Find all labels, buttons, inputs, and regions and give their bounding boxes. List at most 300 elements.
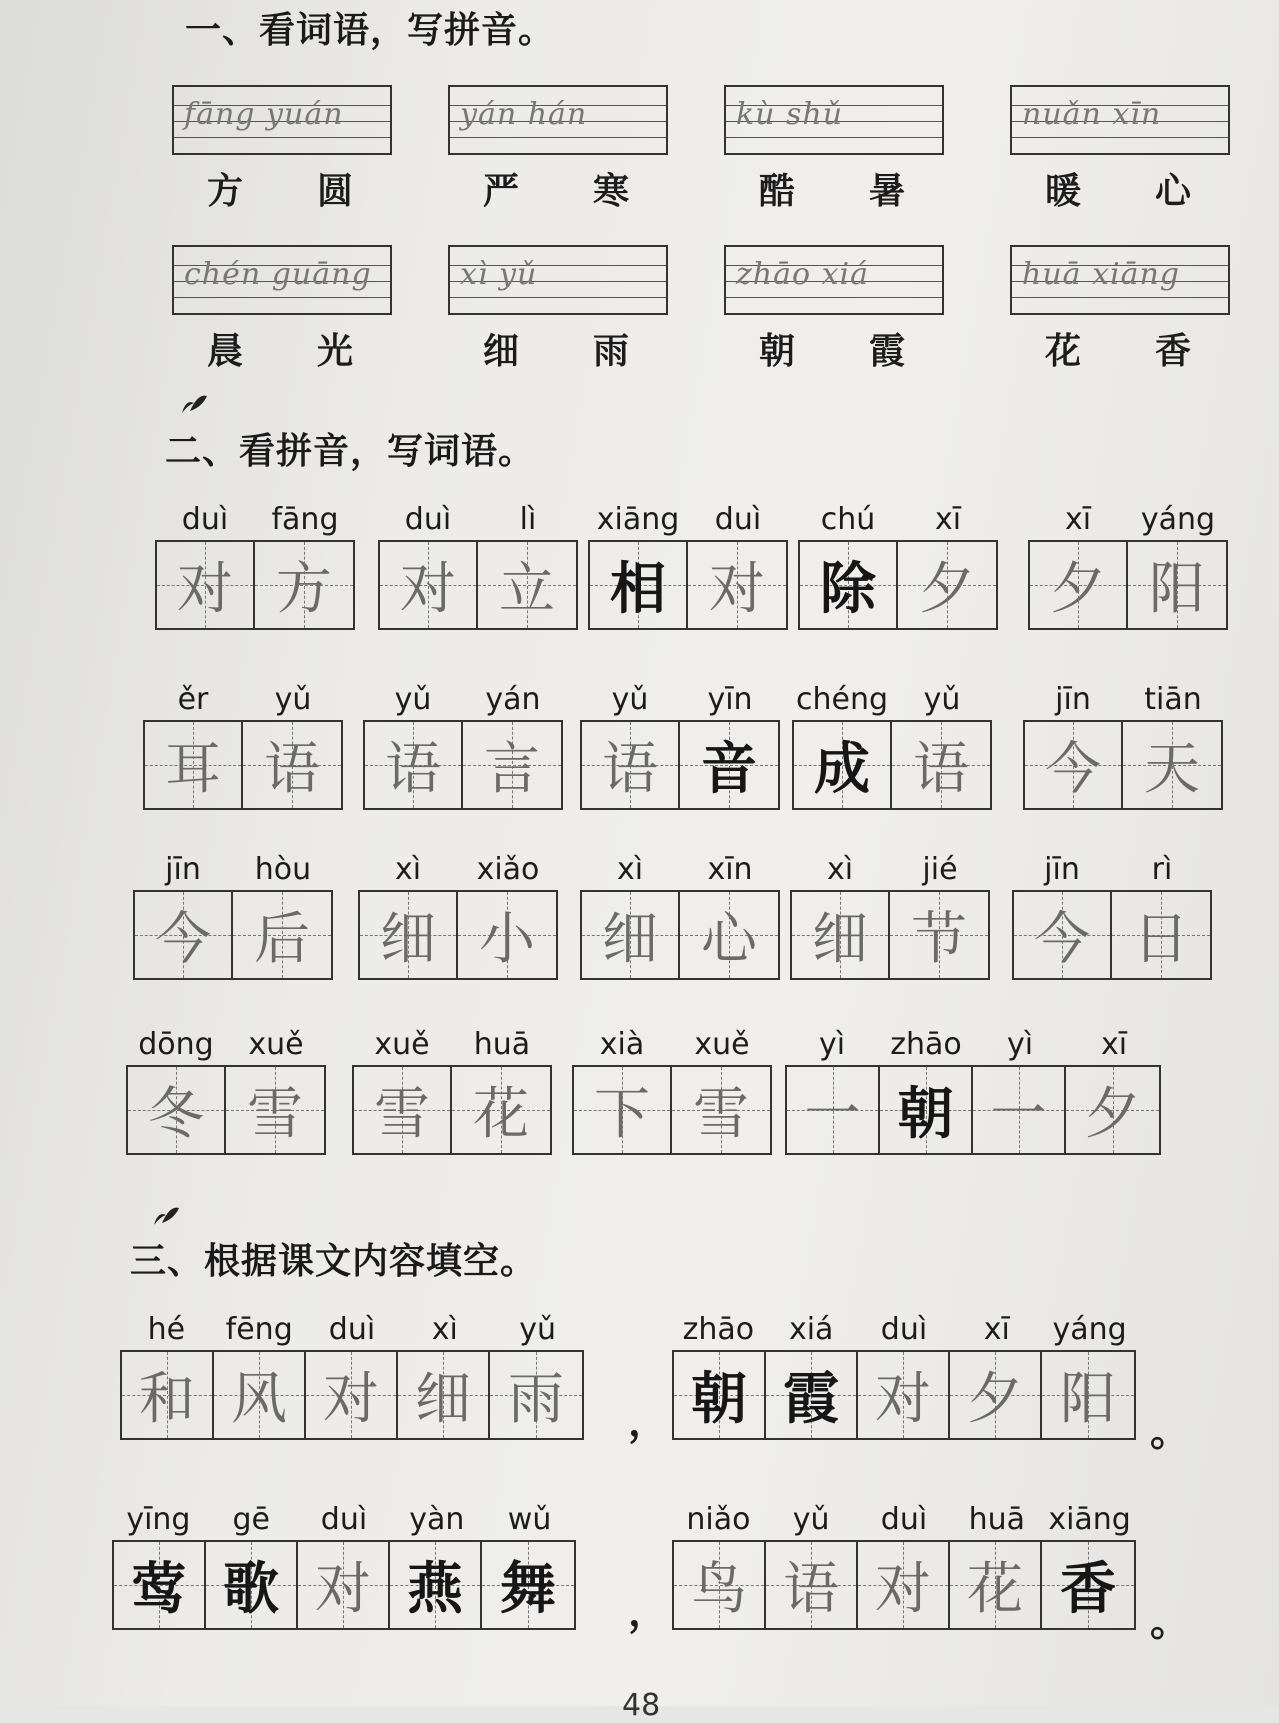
pinyin-lines-box[interactable] — [1010, 245, 1230, 315]
writing-cell[interactable] — [680, 722, 778, 808]
handwritten-character: 细 — [812, 907, 868, 972]
writing-cell[interactable] — [898, 542, 996, 628]
printed-character: 暑 — [868, 170, 909, 212]
pinyin-label: niǎo — [686, 1502, 751, 1537]
pinyin-row — [785, 1025, 1161, 1065]
tianzige-grid — [1023, 720, 1223, 810]
pinyin-row — [588, 500, 788, 540]
printed-word — [448, 323, 668, 374]
tianzige-grid — [1012, 890, 1212, 980]
writing-cell[interactable] — [590, 542, 688, 628]
printed-character: 朝 — [897, 1081, 954, 1147]
handwritten-pinyin: huā xiāng — [1022, 257, 1180, 292]
writing-cell[interactable] — [1123, 722, 1221, 808]
pinyin-label: jié — [922, 852, 958, 887]
pinyin-label: huā — [968, 1502, 1025, 1537]
writing-cell[interactable] — [135, 892, 233, 978]
pinyin-row — [798, 500, 998, 540]
pinyin-label: xī — [934, 502, 962, 537]
section2-heading: 二、看拼音，写词语。 — [165, 431, 536, 472]
handwritten-character: 对 — [400, 557, 456, 622]
handwritten-character: 阳 — [1149, 557, 1205, 622]
writing-cell[interactable] — [157, 542, 255, 628]
writing-cell[interactable] — [1014, 892, 1112, 978]
handwritten-pinyin: fāng yuán — [184, 97, 344, 132]
handwritten-character: 语 — [264, 737, 320, 802]
pinyin-label: xiāng — [596, 502, 680, 537]
printed-character: 方 — [206, 170, 247, 212]
pinyin-lines-box[interactable] — [172, 85, 392, 155]
pinyin-row — [352, 1025, 552, 1065]
pinyin-label: wǔ — [507, 1502, 552, 1537]
writing-cell[interactable] — [243, 722, 341, 808]
pinyin-label: yáng — [1052, 1312, 1127, 1347]
comma-punctuation: ， — [628, 1589, 668, 1635]
pinyin-label: duì — [404, 502, 452, 537]
word-group — [1012, 850, 1212, 980]
printed-word — [172, 323, 392, 374]
writing-cell[interactable] — [255, 542, 353, 628]
pinyin-lines-box[interactable] — [448, 245, 668, 315]
pinyin-label: jīn — [1044, 852, 1080, 887]
handwritten-character: 节 — [911, 907, 967, 972]
writing-cell[interactable] — [973, 1067, 1066, 1153]
word-group — [588, 500, 788, 630]
writing-cell[interactable] — [892, 722, 990, 808]
printed-character: 霞 — [868, 330, 909, 372]
writing-cell[interactable] — [792, 892, 890, 978]
handwritten-character: 花 — [473, 1082, 529, 1147]
pinyin-row — [133, 850, 333, 890]
handwritten-character: 立 — [499, 557, 555, 622]
pinyin-label: dōng — [138, 1027, 214, 1062]
pinyin-row — [363, 680, 563, 720]
tianzige-grid — [790, 890, 990, 980]
printed-character: 圆 — [316, 170, 357, 212]
handwritten-character: 小 — [479, 907, 535, 972]
word-group — [126, 1025, 326, 1155]
pinyin-label: xī — [1100, 1027, 1128, 1062]
handwritten-character: 语 — [913, 737, 969, 802]
pinyin-label: yǔ — [394, 682, 432, 717]
period-punctuation: 。 — [1150, 1409, 1190, 1455]
word-group — [352, 1025, 552, 1155]
printed-word — [448, 163, 668, 214]
word-group — [798, 500, 998, 630]
pinyin-row — [143, 680, 343, 720]
pinyin-row — [672, 1310, 1136, 1350]
pinyin-label: yīng — [126, 1502, 191, 1537]
writing-cell[interactable] — [226, 1067, 324, 1153]
handwritten-character: 雪 — [247, 1082, 303, 1147]
pinyin-label: xì — [431, 1312, 458, 1347]
writing-cell[interactable] — [1030, 542, 1128, 628]
word-group — [120, 1310, 584, 1440]
section1-heading: 一、看词语，写拼音。 — [185, 10, 556, 51]
pinyin-label: lì — [519, 502, 537, 537]
handwritten-character: 今 — [1034, 907, 1090, 972]
tianzige-grid — [580, 720, 780, 810]
handwritten-character: 夕 — [1050, 557, 1106, 622]
word-group — [143, 680, 343, 810]
printed-character: 歌 — [223, 1556, 279, 1622]
handwritten-character: 对 — [709, 557, 765, 622]
printed-character: 香 — [1154, 330, 1195, 372]
pinyin-label: fāng — [271, 502, 339, 537]
pinyin-row — [790, 850, 990, 890]
writing-cell[interactable] — [206, 1542, 298, 1628]
pinyin-row — [358, 850, 558, 890]
writing-cell[interactable] — [478, 542, 576, 628]
tianzige-grid — [798, 540, 998, 630]
pinyin-label: duì — [714, 502, 762, 537]
pinyin-label: yīn — [707, 682, 753, 717]
tianzige-grid — [1028, 540, 1228, 630]
pinyin-label: duì — [328, 1312, 376, 1347]
pinyin-lines-box[interactable] — [448, 85, 668, 155]
tianzige-grid — [126, 1065, 326, 1155]
pinyin-label: yì — [1006, 1027, 1034, 1062]
handwritten-character: 阳 — [1060, 1367, 1116, 1432]
handwritten-character: 语 — [385, 737, 441, 802]
word-group — [672, 1310, 1136, 1440]
word-group — [1028, 500, 1228, 630]
handwritten-character: 下 — [594, 1082, 650, 1147]
handwritten-character: 后 — [254, 907, 310, 972]
writing-cell[interactable] — [390, 1542, 482, 1628]
tianzige-grid — [672, 1350, 1136, 1440]
handwritten-character: 语 — [602, 737, 658, 802]
pinyin-label: jīn — [165, 852, 201, 887]
page-number: 48 — [622, 1688, 661, 1723]
section3-heading: 三、根据课文内容填空。 — [130, 1241, 538, 1282]
writing-cell[interactable] — [1025, 722, 1123, 808]
writing-cell[interactable] — [766, 1352, 858, 1438]
pinyin-row — [126, 1025, 326, 1065]
writing-cell[interactable] — [463, 722, 561, 808]
pinyin-writing-item — [724, 85, 944, 214]
handwritten-character: 心 — [701, 907, 757, 972]
handwritten-character: 对 — [875, 1557, 931, 1622]
handwritten-character: 细 — [415, 1367, 471, 1432]
pinyin-label: jīn — [1055, 682, 1091, 717]
writing-cell[interactable] — [398, 1352, 490, 1438]
word-group — [792, 680, 992, 810]
tianzige-grid — [572, 1065, 772, 1155]
pinyin-label: zhāo — [890, 1027, 962, 1062]
pinyin-row — [1012, 850, 1212, 890]
tianzige-grid — [112, 1540, 576, 1630]
writing-cell[interactable] — [214, 1352, 306, 1438]
pinyin-label: xī — [983, 1312, 1010, 1347]
printed-character: 香 — [1060, 1556, 1116, 1622]
writing-cell[interactable] — [145, 722, 243, 808]
ruled-line — [726, 137, 942, 138]
pinyin-label: duì — [880, 1312, 928, 1347]
handwritten-character: 雪 — [693, 1082, 749, 1147]
printed-word — [724, 323, 944, 374]
handwritten-character: 和 — [139, 1367, 195, 1432]
pinyin-row — [378, 500, 578, 540]
pinyin-lines-box[interactable] — [172, 245, 392, 315]
pinyin-label: xì — [616, 852, 644, 887]
writing-cell[interactable] — [787, 1067, 880, 1153]
pinyin-label: hé — [147, 1312, 186, 1347]
handwritten-character: 细 — [602, 907, 658, 972]
pinyin-row — [792, 680, 992, 720]
printed-character: 朝 — [758, 330, 799, 372]
pinyin-writing-item — [724, 245, 944, 374]
handwritten-character: 冬 — [148, 1082, 204, 1147]
handwritten-character: 一 — [804, 1082, 861, 1147]
writing-cell[interactable] — [1128, 542, 1226, 628]
comma-punctuation: ， — [628, 1399, 668, 1445]
writing-cell[interactable] — [950, 1352, 1042, 1438]
pinyin-label: duì — [181, 502, 229, 537]
printed-character: 相 — [610, 556, 666, 622]
printed-word — [172, 163, 392, 214]
tianzige-grid — [792, 720, 992, 810]
pinyin-label: yǔ — [274, 682, 312, 717]
pinyin-row — [580, 850, 780, 890]
writing-cell[interactable] — [674, 1352, 766, 1438]
writing-cell[interactable] — [360, 892, 458, 978]
ruled-line — [726, 297, 942, 298]
printed-character: 莺 — [131, 1556, 187, 1622]
pinyin-label: fēng — [225, 1312, 293, 1347]
writing-cell[interactable] — [582, 722, 680, 808]
pinyin-row — [1028, 500, 1228, 540]
pinyin-lines-box[interactable] — [1010, 85, 1230, 155]
pinyin-writing-item — [1010, 245, 1230, 374]
pinyin-label: yǔ — [792, 1502, 830, 1537]
printed-character: 心 — [1154, 170, 1195, 212]
handwritten-character: 今 — [155, 907, 211, 972]
pinyin-label: xīn — [707, 852, 753, 887]
pinyin-label: rì — [1151, 852, 1173, 887]
leaf-icon — [180, 393, 208, 415]
handwritten-pinyin: nuǎn xīn — [1022, 97, 1162, 132]
pinyin-row — [112, 1500, 576, 1540]
pinyin-label: chú — [820, 502, 876, 537]
writing-cell[interactable] — [858, 1542, 950, 1628]
pinyin-label: yǔ — [923, 682, 961, 717]
pinyin-label: yàn — [409, 1502, 465, 1537]
writing-cell[interactable] — [122, 1352, 214, 1438]
handwritten-character: 夕 — [1084, 1082, 1141, 1147]
tianzige-grid — [133, 890, 333, 980]
handwritten-character: 一 — [990, 1082, 1047, 1147]
word-group — [672, 1500, 1136, 1630]
pinyin-label: yán — [485, 682, 541, 717]
handwritten-character: 对 — [177, 557, 233, 622]
printed-character: 舞 — [500, 1556, 556, 1622]
pinyin-label: ěr — [177, 682, 209, 717]
printed-character: 除 — [820, 556, 876, 622]
writing-cell[interactable] — [452, 1067, 550, 1153]
pinyin-writing-item — [172, 245, 392, 374]
writing-cell[interactable] — [114, 1542, 206, 1628]
handwritten-character: 对 — [323, 1367, 379, 1432]
writing-cell[interactable] — [1066, 1067, 1159, 1153]
handwritten-character: 雪 — [374, 1082, 430, 1147]
ruled-line — [174, 137, 390, 138]
writing-cell[interactable] — [890, 892, 988, 978]
word-group — [1023, 680, 1223, 810]
handwritten-character: 天 — [1144, 737, 1200, 802]
tianzige-grid — [785, 1065, 1161, 1155]
ruled-line — [1012, 137, 1228, 138]
word-group — [112, 1500, 576, 1630]
pinyin-writing-item — [172, 85, 392, 214]
tianzige-grid — [588, 540, 788, 630]
printed-character: 寒 — [592, 170, 633, 212]
tianzige-grid — [120, 1350, 584, 1440]
word-group — [133, 850, 333, 980]
writing-cell[interactable] — [306, 1352, 398, 1438]
writing-cell[interactable] — [128, 1067, 226, 1153]
printed-character: 朝 — [691, 1366, 747, 1432]
handwritten-character: 方 — [276, 557, 332, 622]
writing-cell[interactable] — [1112, 892, 1210, 978]
printed-word — [1010, 323, 1230, 374]
handwritten-character: 鸟 — [691, 1557, 747, 1622]
printed-character: 成 — [814, 736, 870, 802]
handwritten-character: 耳 — [165, 737, 221, 802]
writing-cell[interactable] — [674, 1542, 766, 1628]
word-group — [155, 500, 355, 630]
ruled-line — [450, 297, 666, 298]
printed-character: 音 — [701, 736, 757, 802]
writing-cell[interactable] — [298, 1542, 390, 1628]
pinyin-row — [120, 1310, 584, 1350]
printed-character: 光 — [316, 330, 357, 372]
pinyin-label: tiān — [1144, 682, 1202, 717]
pinyin-label: xī — [1064, 502, 1092, 537]
handwritten-character: 细 — [380, 907, 436, 972]
pinyin-row — [572, 1025, 772, 1065]
handwritten-character: 对 — [875, 1367, 931, 1432]
writing-cell[interactable] — [582, 892, 680, 978]
pinyin-label: yì — [818, 1027, 846, 1062]
handwritten-character: 对 — [315, 1557, 371, 1622]
pinyin-row — [672, 1500, 1136, 1540]
pinyin-label: duì — [880, 1502, 928, 1537]
tianzige-grid — [672, 1540, 1136, 1630]
handwritten-character: 夕 — [919, 557, 975, 622]
handwritten-pinyin: yán hán — [460, 97, 588, 132]
printed-character: 酷 — [758, 170, 799, 212]
pinyin-label: gē — [232, 1502, 270, 1537]
pinyin-writing-item — [1010, 85, 1230, 214]
writing-cell[interactable] — [794, 722, 892, 808]
pinyin-writing-item — [448, 85, 668, 214]
handwritten-character: 花 — [967, 1557, 1023, 1622]
writing-cell[interactable] — [800, 542, 898, 628]
tianzige-grid — [358, 890, 558, 980]
handwritten-character: 今 — [1045, 737, 1101, 802]
writing-cell[interactable] — [574, 1067, 672, 1153]
word-group — [358, 850, 558, 980]
handwritten-character: 风 — [231, 1367, 287, 1432]
writing-cell[interactable] — [490, 1352, 582, 1438]
pinyin-label: xuě — [248, 1027, 304, 1062]
tianzige-grid — [363, 720, 563, 810]
pinyin-label: huā — [473, 1027, 531, 1062]
writing-cell[interactable] — [672, 1067, 770, 1153]
word-group — [790, 850, 990, 980]
writing-cell[interactable] — [354, 1067, 452, 1153]
writing-cell[interactable] — [482, 1542, 574, 1628]
writing-cell[interactable] — [880, 1067, 973, 1153]
ruled-line — [450, 137, 666, 138]
writing-cell[interactable] — [766, 1542, 858, 1628]
pinyin-label: xuě — [374, 1027, 430, 1062]
pinyin-label: xià — [599, 1027, 645, 1062]
printed-character: 雨 — [592, 330, 633, 372]
pinyin-label: xì — [394, 852, 422, 887]
writing-cell[interactable] — [680, 892, 778, 978]
handwritten-character: 语 — [783, 1557, 839, 1622]
word-group — [363, 680, 563, 810]
pinyin-lines-box[interactable] — [724, 85, 944, 155]
word-group — [580, 850, 780, 980]
writing-cell[interactable] — [1042, 1542, 1134, 1628]
writing-cell[interactable] — [458, 892, 556, 978]
writing-cell[interactable] — [365, 722, 463, 808]
period-punctuation: 。 — [1150, 1599, 1190, 1645]
handwritten-character: 言 — [484, 737, 540, 802]
pinyin-label: yáng — [1140, 502, 1216, 537]
pinyin-row — [580, 680, 780, 720]
pinyin-label: xiǎo — [476, 852, 540, 887]
handwritten-pinyin: zhāo xiá — [736, 257, 870, 292]
tianzige-grid — [155, 540, 355, 630]
pinyin-label: yǔ — [611, 682, 649, 717]
writing-cell[interactable] — [1042, 1352, 1134, 1438]
pinyin-label: xiá — [788, 1312, 834, 1347]
handwritten-character: 夕 — [967, 1367, 1023, 1432]
printed-character: 花 — [1044, 330, 1085, 372]
pinyin-row — [1023, 680, 1223, 720]
tianzige-grid — [143, 720, 343, 810]
printed-word — [724, 163, 944, 214]
pinyin-label: zhāo — [682, 1312, 755, 1347]
printed-character: 细 — [482, 330, 523, 372]
leaf-icon — [152, 1205, 180, 1227]
handwritten-character: 雨 — [508, 1367, 564, 1432]
pinyin-row — [155, 500, 355, 540]
pinyin-label: duì — [320, 1502, 368, 1537]
handwritten-pinyin: xì yǔ — [460, 257, 538, 292]
writing-cell[interactable] — [688, 542, 786, 628]
printed-character: 燕 — [407, 1556, 463, 1622]
pinyin-label: hòu — [254, 852, 312, 887]
pinyin-writing-item — [448, 245, 668, 374]
pinyin-lines-box[interactable] — [724, 245, 944, 315]
word-group — [378, 500, 578, 630]
writing-cell[interactable] — [950, 1542, 1042, 1628]
handwritten-pinyin: kù shǔ — [736, 97, 844, 132]
tianzige-grid — [352, 1065, 552, 1155]
pinyin-label: yǔ — [519, 1312, 556, 1347]
writing-cell[interactable] — [380, 542, 478, 628]
writing-cell[interactable] — [858, 1352, 950, 1438]
printed-word — [1010, 163, 1230, 214]
printed-character: 晨 — [206, 330, 247, 372]
writing-cell[interactable] — [233, 892, 331, 978]
tianzige-grid — [378, 540, 578, 630]
